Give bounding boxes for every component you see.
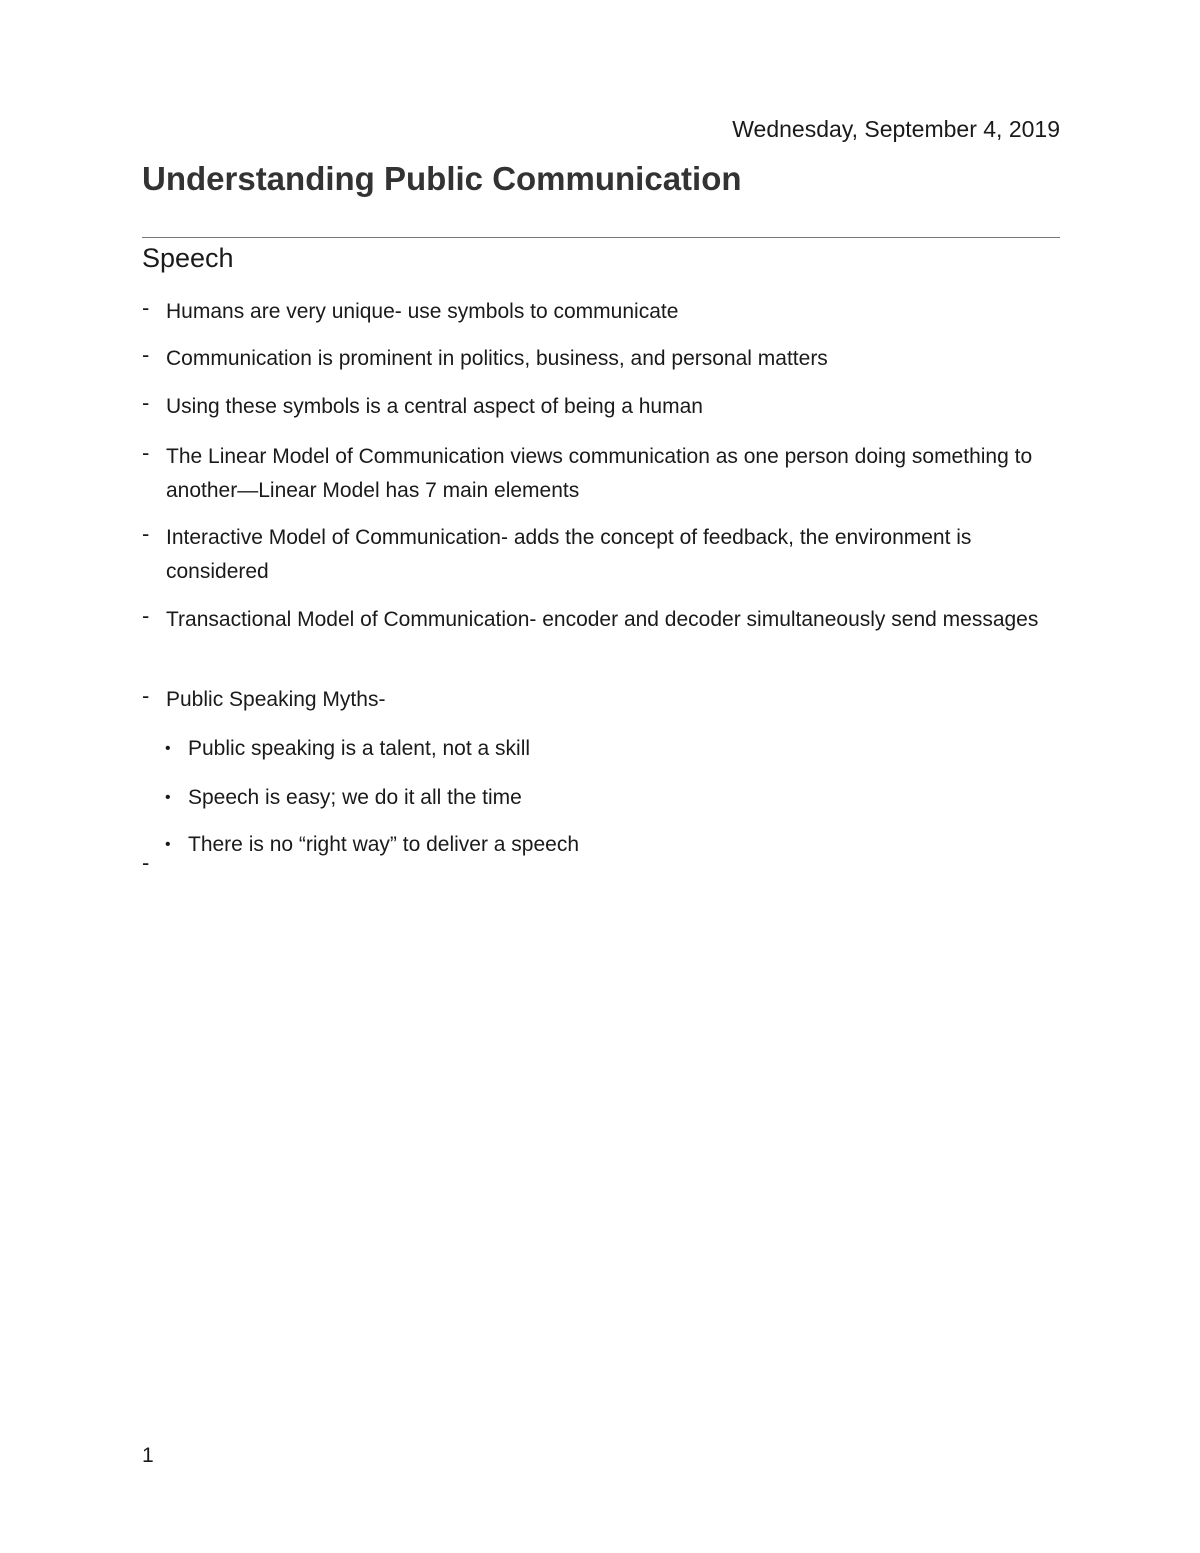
sub-list-item-text: There is no “right way” to deliver a speech [188,833,580,856]
round-bullet-icon: • [165,740,171,757]
dash-bullet-icon: - [142,295,150,320]
list-item [142,390,1060,424]
list-item-text: Communication is prominent in politics, business, and personal matters [166,347,828,370]
round-bullet-icon: • [165,836,171,853]
list-item [142,295,1060,329]
list-item-text: The Linear Model of Communication views communication as one person doing something to another—Linear Model has 7 main elements [166,445,1033,502]
dash-bullet-icon: - [142,342,150,367]
title-divider [142,237,1060,238]
sub-list-item-text: Speech is easy; we do it all the time [188,786,522,809]
round-bullet-icon: • [165,789,171,806]
sub-list-item [165,781,1060,815]
dash-bullet-icon: - [142,390,150,415]
sub-list-item [165,828,1060,862]
list-item [142,603,1060,637]
list-item-text: Humans are very unique- use symbols to communicate [166,300,679,323]
list-item [142,342,1060,376]
document-date: Wednesday, September 4, 2019 [732,116,1060,142]
list-item-text: Interactive Model of Communication- adds the concept of feedback, the environment is considered [166,526,972,583]
page-number: 1 [142,1444,154,1467]
dash-bullet-icon: - [142,521,150,546]
list-item [142,440,1060,508]
section-heading: Speech [142,243,234,273]
list-item-text: Public Speaking Myths- [166,688,386,711]
list-item-text: Using these symbols is a central aspect of being a human [166,395,703,418]
empty-list-item: - [142,850,150,875]
sub-list-item-text: Public speaking is a talent, not a skill [188,737,531,760]
list-item-text: Transactional Model of Communication- encoder and decoder simultaneously send messages [166,608,1039,631]
sub-list-item [165,732,1060,766]
dash-bullet-icon: - [142,683,150,708]
list-item [142,683,1060,717]
document-title: Understanding Public Communication [142,160,742,197]
list-item [142,521,1060,589]
dash-bullet-icon: - [142,603,150,628]
dash-bullet-icon: - [142,440,150,465]
